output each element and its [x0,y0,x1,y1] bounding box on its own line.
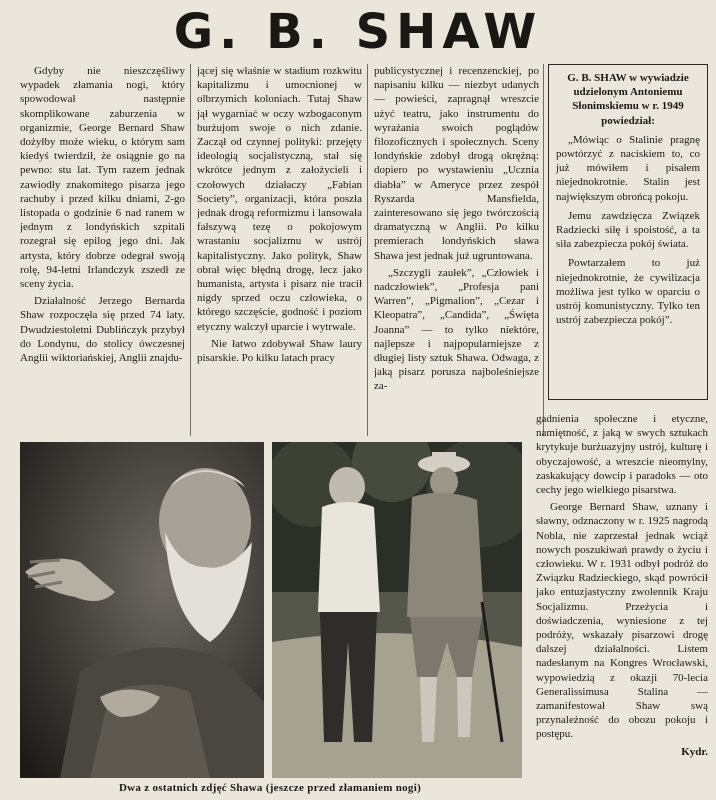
article-title: G. B. SHAW [173,4,543,60]
photo-portrait [20,442,264,778]
paragraph: Działalność Jerzego Bernarda Shaw rozpoczęła się przed 74 laty. Dwudziestoletni Dublińczyk przybył do Londynu, do stolicy ówczesnej Anglii wiktoriańskiej, Anglii znajdu- [20,295,185,365]
article-column-3 [374,64,539,439]
portrait-image [20,442,264,778]
quote-paragraph: Powtarzałem to już niejednokrotnie, że cywilizacja możliwa jest tylko w oparciu o ustrój komunistyczny. Tylko ten ustrój zabezpiecza pokój”. [556,257,700,327]
quote-paragraph: „Mówiąc o Stalinie pragnę powtórzyć z naciskiem to, co już mówiłem i pisałem niejednokrotnie. Stalin jest największym obrońcą pokoju. [556,133,700,203]
paragraph: Gdyby nie nieszczęśliwy wypadek złamania nogi, który spowodował następnie skomplikowane zaburzenia w organizmie, George Bernard Shaw dożyłby może wieku, o którym sam kiedyś twierdził, że osiągnie go na pewno: stu lat. Tym razem jednak zawiodły znakomitego pisarza jego rachuby i przed kilku dniami, 2-go listopada o godzinie 6 nad ranem w jednym z londyńskich szpitali rozegrał się epilog jego dni. Jak artysta, który dobrze odegrał swoją rolę, 94-letni Irlandczyk zszedł ze sceny życia. [20,65,185,291]
paragraph: publicystycznej i recenzenckiej, po napisaniu kilku — niezbyt udanych — powieści, zapragnął wreszcie użyć teatru, jako instrumentu do wyrażania swoich poglądów filozoficznych i społecznych. Sceny londyńskie zdobył drogą okrężną: dopiero po wystawieniu „Ucznia diabła” w Ameryce przez zespół Ryszarda Mansfielda, zainteresowano się jego twórczością dramatyczną w Anglii. Po kilku premierach londyńskich sława Shawa jest jednak już ugruntowana. [374,65,539,262]
photo-walking [272,442,522,778]
quote-lead: G. B. SHAW w wywiadzie udzielonym Antoniemu Słonimskiemu w r. 1949 powiedział: [567,72,689,127]
quote-box [548,64,708,400]
walking-image [272,442,522,778]
column-divider [367,64,368,436]
paragraph: „Szczygli zaułek”, „Człowiek i nadczłowiek”, „Profesja pani Warren”, „Pigmalion”, „Cezar i Kleopatra”, „Candida”, „Święta Joanna” — to tylko niektóre, najlepsze i najpopularniejsze z długiej listy sztuk Shawa. Odwaga, z jaką pisarz porusza najboleśniejsze za- [374,266,539,393]
paragraph: Nie łatwo zdobywał Shaw laury pisarskie. Po kilku latach pracy [197,337,362,365]
column-divider [543,64,544,436]
paragraph: George Bernard Shaw, uznany i sławny, odznaczony w r. 1925 nagrodą Nobla, nie zaprzestał jednak wciąż nowych poszukiwań prawdy o życiu i człowieku. W r. 1931 odbył podróż do Związku Radzieckiego, skąd powrócił jako entuzjastyczny zwolennik Kraju Socjalizmu. Przeżycia i doświadczenia, wyniesione z tej podróży, wskazały pisarzowi drogę dalszej działalności. Listem nadesłanym na Kongres Wrocławski, wypowiedzią z okazji 70-lecia Generalissimusa Stalina — zamanifestował Shaw swą przynależność do obozu pokoju i postępu. [536,501,708,741]
photo-caption: Dwa z ostatnich zdjęć Shawa (jeszcze przed złamaniem nogi) [118,782,422,794]
paragraph: jącej się właśnie w stadium rozkwitu kapitalizmu i umocnionej w olbrzymich koloniach. Tutaj Shaw jął wygarniać w oczy wzbogaconym burżujom swoje o nich zdanie. Zaczął od czynnej polityki: przejęty ideologią socjalistyczną, stał się wkrótce jednym z założycieli i czołowych działaczy „Fabian Society”, organizacji, która poszła jednak drogą reformizmu i lansowała fałszywą tezę o pokojowym wrastaniu socjalizmu w ustrój kapitalistyczny. Jako polityk, Shaw obrał więc błędną drogę, lecz jako humanista, artysta i pisarz nie tracił nigdy sprzed oczu człowieka, o którego szczęście, godność i poziom etyczny walczył uparcie i wytrwale. [197,65,362,333]
paragraph: gadnienia społeczne i etyczne, namiętność, z jaką w swych sztukach krytykuje burżuazyjny ustrój, kulturę i obyczajowość, a wreszcie nieomylny, zaskakujący dowcip i paradoks — oto cechy jego wielkiego pisarstwa. [536,413,708,497]
author-signature: Kydr. [681,745,708,758]
column-divider [190,64,191,436]
quote-paragraph: Jemu zawdzięcza Związek Radziecki siłę i spoistość, a ta siła zabezpiecza pokój świata. [556,209,700,251]
article-column-4 [536,412,708,796]
article-column-2 [197,64,362,439]
article-column-1 [20,64,185,439]
